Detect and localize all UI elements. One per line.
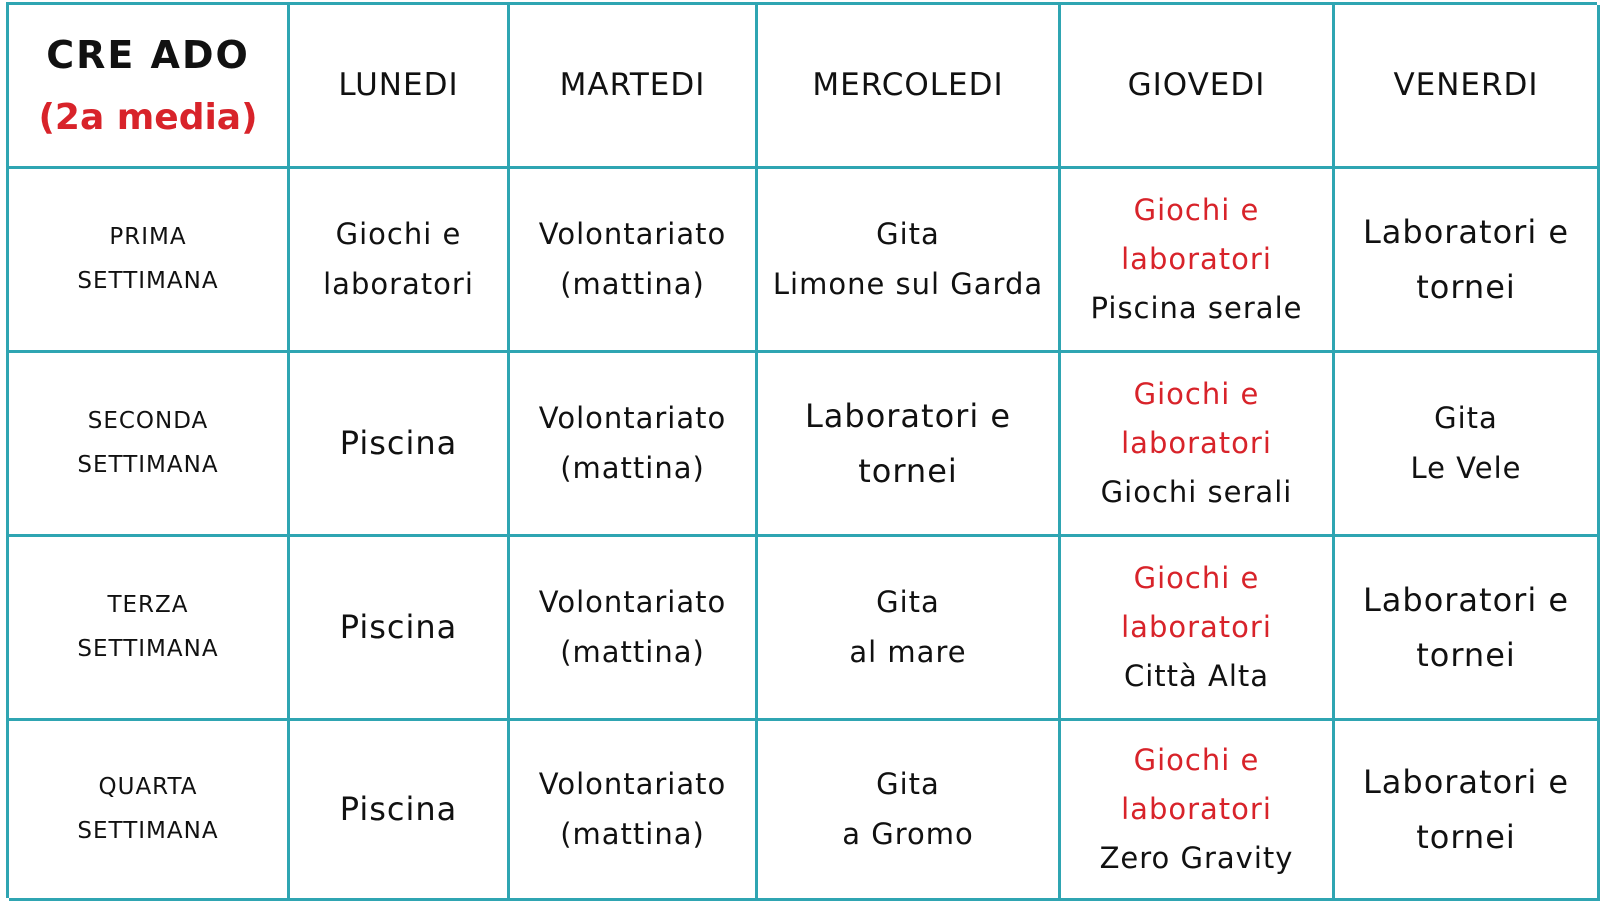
activity-cell (290, 169, 510, 353)
activity-text: Limone sul Garda (772, 266, 1044, 301)
activity-cell (1061, 537, 1335, 721)
activity-highlight: Giochi e (1133, 192, 1260, 227)
activity-text: Zero Gravity (1099, 841, 1294, 876)
activity-text: Gita (1434, 401, 1498, 436)
table-title: CRE ADO (46, 32, 250, 77)
activity-text: Laboratori e (1362, 581, 1570, 620)
activity-text: Gita (876, 767, 940, 802)
activity-cell (1335, 353, 1600, 537)
activity-cell (1061, 169, 1335, 353)
activity-cell (510, 537, 758, 721)
day-label: GIOVEDI (1127, 66, 1266, 103)
day-header-venerdi (1335, 5, 1600, 169)
week-label-cell (9, 721, 290, 901)
activity-text: Volontariato (538, 401, 727, 436)
schedule-table (6, 2, 1597, 898)
activity-cell (290, 353, 510, 537)
activity-text: tornei (1416, 635, 1516, 674)
activity-cell (1335, 169, 1600, 353)
activity-cell (510, 169, 758, 353)
activity-cell (758, 169, 1061, 353)
activity-cell (290, 721, 510, 901)
activity-cell (510, 721, 758, 901)
activity-text: Gita (876, 585, 940, 620)
week-label-cell (9, 353, 290, 537)
activity-cell (510, 353, 758, 537)
activity-text: Giochi serali (1100, 475, 1293, 510)
activity-highlight: laboratori (1121, 241, 1272, 276)
activity-highlight: Giochi e (1133, 742, 1260, 777)
activity-cell (1335, 721, 1600, 901)
activity-cell (758, 721, 1061, 901)
activity-text: Volontariato (538, 217, 727, 252)
day-label: LUNEDI (338, 66, 459, 103)
activity-text: (mattina) (560, 450, 705, 485)
activity-cell (758, 537, 1061, 721)
activity-text: (mattina) (560, 266, 705, 301)
activity-text: Volontariato (538, 767, 727, 802)
day-header-mercoledi (758, 5, 1061, 169)
activity-text: Gita (876, 217, 940, 252)
activity-text: Piscina serale (1090, 291, 1303, 326)
activity-highlight: laboratori (1121, 791, 1272, 826)
activity-text: Laboratori e (1362, 213, 1570, 252)
activity-highlight: Giochi e (1133, 560, 1260, 595)
activity-text: tornei (1416, 817, 1516, 856)
week-label: TERZA (107, 591, 189, 618)
activity-text: laboratori (323, 266, 474, 301)
activity-text: tornei (1416, 267, 1516, 306)
activity-text: tornei (858, 451, 958, 490)
day-header-giovedi (1061, 5, 1335, 169)
day-label: MARTEDI (559, 66, 706, 103)
activity-text: Giochi e (335, 217, 462, 252)
day-label: VENERDI (1393, 66, 1539, 103)
activity-text: (mattina) (560, 634, 705, 669)
activity-highlight: laboratori (1121, 425, 1272, 460)
activity-text: (mattina) (560, 816, 705, 851)
activity-text: Laboratori e (1362, 763, 1570, 802)
activity-text: al mare (849, 634, 967, 669)
activity-cell (1335, 537, 1600, 721)
activity-highlight: Giochi e (1133, 376, 1260, 411)
activity-text: Piscina (339, 608, 458, 647)
activity-highlight: laboratori (1121, 609, 1272, 644)
activity-text: a Gromo (842, 816, 974, 851)
week-label: SETTIMANA (77, 451, 219, 478)
activity-text: Piscina (339, 790, 458, 829)
activity-text: Città Alta (1123, 659, 1270, 694)
activity-text: Volontariato (538, 585, 727, 620)
activity-cell (1061, 353, 1335, 537)
activity-cell (290, 537, 510, 721)
day-header-martedi (510, 5, 758, 169)
week-label: SETTIMANA (77, 267, 219, 294)
activity-text: Piscina (339, 424, 458, 463)
week-label: QUARTA (98, 773, 198, 800)
activity-text: Laboratori e (804, 397, 1012, 436)
week-label: SETTIMANA (77, 817, 219, 844)
week-label-cell (9, 537, 290, 721)
week-label-cell (9, 169, 290, 353)
week-label: SETTIMANA (77, 635, 219, 662)
day-label: MERCOLEDI (812, 66, 1004, 103)
activity-cell (1061, 721, 1335, 901)
week-label: PRIMA (109, 223, 187, 250)
activity-cell (758, 353, 1061, 537)
week-label: SECONDA (87, 407, 209, 434)
table-subtitle: (2a media) (38, 97, 258, 139)
activity-text: Le Vele (1410, 450, 1522, 485)
day-header-lunedi (290, 5, 510, 169)
table-title-cell (9, 5, 290, 169)
